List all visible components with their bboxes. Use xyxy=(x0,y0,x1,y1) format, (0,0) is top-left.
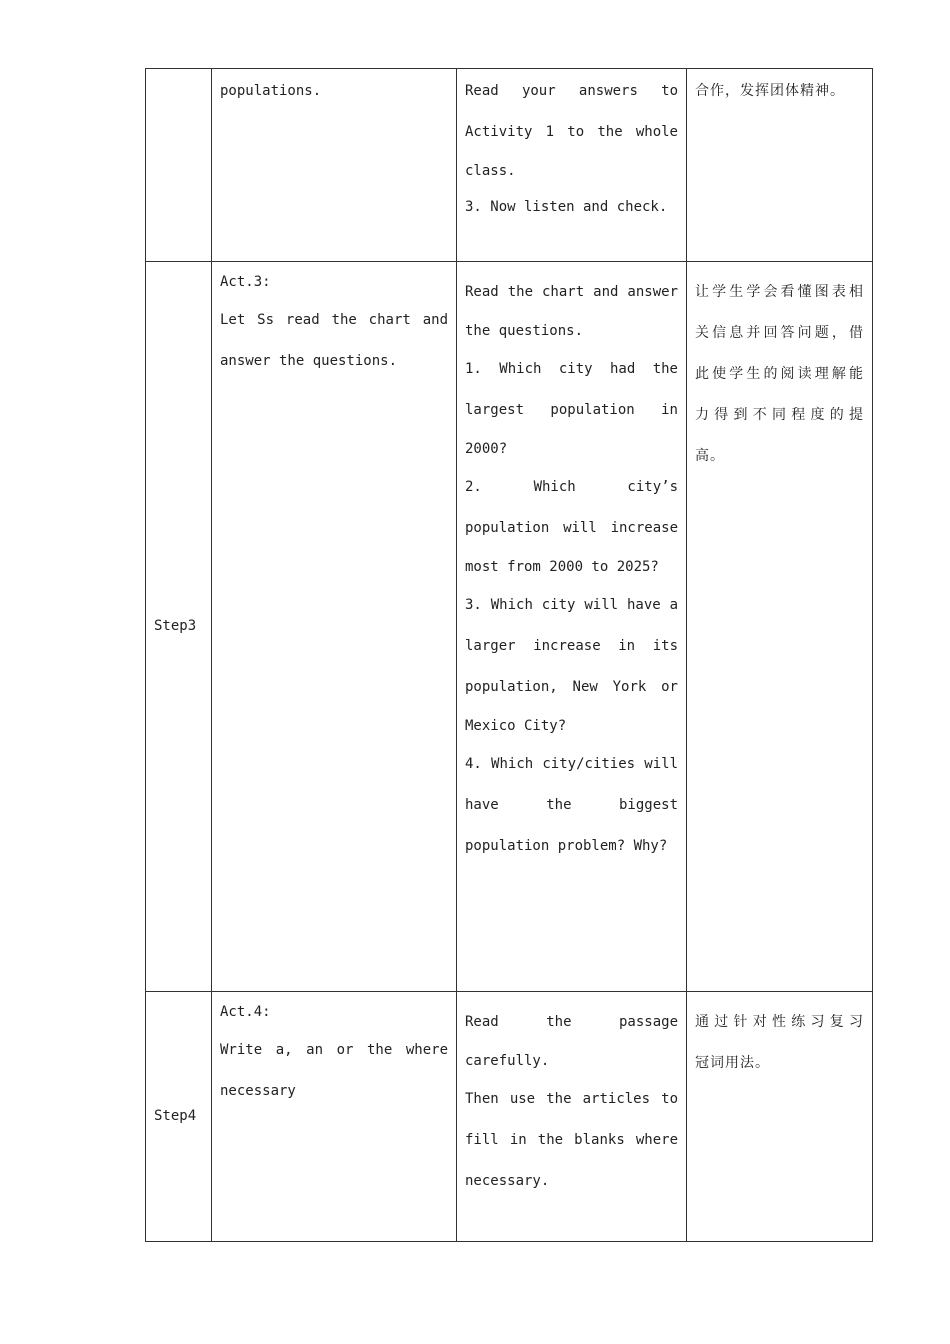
table-row xyxy=(146,992,873,1242)
step-cell: Step3 xyxy=(146,262,212,992)
student-text-line: Read the passage xyxy=(465,1014,678,1030)
student-text-line: population problem? Why? xyxy=(465,838,668,854)
student-text-line: 3. Now listen and check. xyxy=(465,199,668,215)
student-text-line: 1. Which city had the xyxy=(465,361,678,377)
lesson-plan-table xyxy=(145,68,873,1242)
student-text-line: Activity 1 to the whole xyxy=(465,124,678,140)
student-text-line: 4. Which city/cities will xyxy=(465,756,678,772)
purpose-text-line: 高。 xyxy=(695,448,725,464)
purpose-cell xyxy=(687,69,873,262)
student-text-line: 2. Which city’s xyxy=(465,479,678,495)
student-activity-cell xyxy=(457,262,687,992)
table-row xyxy=(146,69,873,262)
purpose-text-line: 关信息并回答问题，借 xyxy=(695,325,864,341)
step-cell xyxy=(146,69,212,262)
student-text-line: 2000? xyxy=(465,441,508,457)
student-text-line: most from 2000 to 2025? xyxy=(465,559,659,575)
student-text-line: Mexico City? xyxy=(465,718,567,734)
teacher-text-line: Act.4: xyxy=(220,1004,271,1020)
purpose-text-line: 让学生学会看懂图表相 xyxy=(695,284,864,300)
student-text-line: the questions. xyxy=(465,323,584,339)
student-text-line: population will increase xyxy=(465,520,678,536)
student-activity-cell xyxy=(457,69,687,262)
table-row xyxy=(146,262,873,992)
student-text-line: larger increase in its xyxy=(465,638,678,654)
teacher-text-line: Write a, an or the where xyxy=(220,1042,448,1058)
student-text-line: population, New York or xyxy=(465,679,678,695)
purpose-text: 合作，发挥团体精神。 xyxy=(695,83,845,99)
teacher-text-line: answer the questions. xyxy=(220,353,398,369)
student-text-line: class. xyxy=(465,163,516,179)
step-cell: Step4 xyxy=(146,992,212,1242)
student-text-line: necessary. xyxy=(465,1173,550,1189)
teacher-text: populations. xyxy=(220,83,322,99)
purpose-text-line: 力得到不同程度的提 xyxy=(695,407,864,423)
purpose-cell xyxy=(687,262,873,992)
purpose-text-line: 冠词用法。 xyxy=(695,1055,770,1071)
teacher-text-line: necessary xyxy=(220,1083,296,1099)
purpose-cell xyxy=(687,992,873,1242)
student-text-line: largest population in xyxy=(465,402,678,418)
student-text-line: Then use the articles to xyxy=(465,1091,678,1107)
teacher-text-line: Let Ss read the chart and xyxy=(220,312,448,328)
student-text-line: have the biggest xyxy=(465,797,678,813)
student-text-line: 3. Which city will have a xyxy=(465,597,678,613)
student-text-line: carefully. xyxy=(465,1053,550,1069)
teacher-activity-cell xyxy=(212,262,457,992)
student-text-line: Read the chart and answer xyxy=(465,284,678,300)
teacher-activity-cell xyxy=(212,992,457,1242)
purpose-text-line: 此使学生的阅读理解能 xyxy=(695,366,864,382)
teacher-text-line: Act.3: xyxy=(220,274,271,290)
student-activity-cell xyxy=(457,992,687,1242)
student-text-line: fill in the blanks where xyxy=(465,1132,678,1148)
teacher-activity-cell xyxy=(212,69,457,262)
student-text-line: Read your answers to xyxy=(465,83,678,99)
purpose-text-line: 通过针对性练习复习 xyxy=(695,1014,864,1030)
